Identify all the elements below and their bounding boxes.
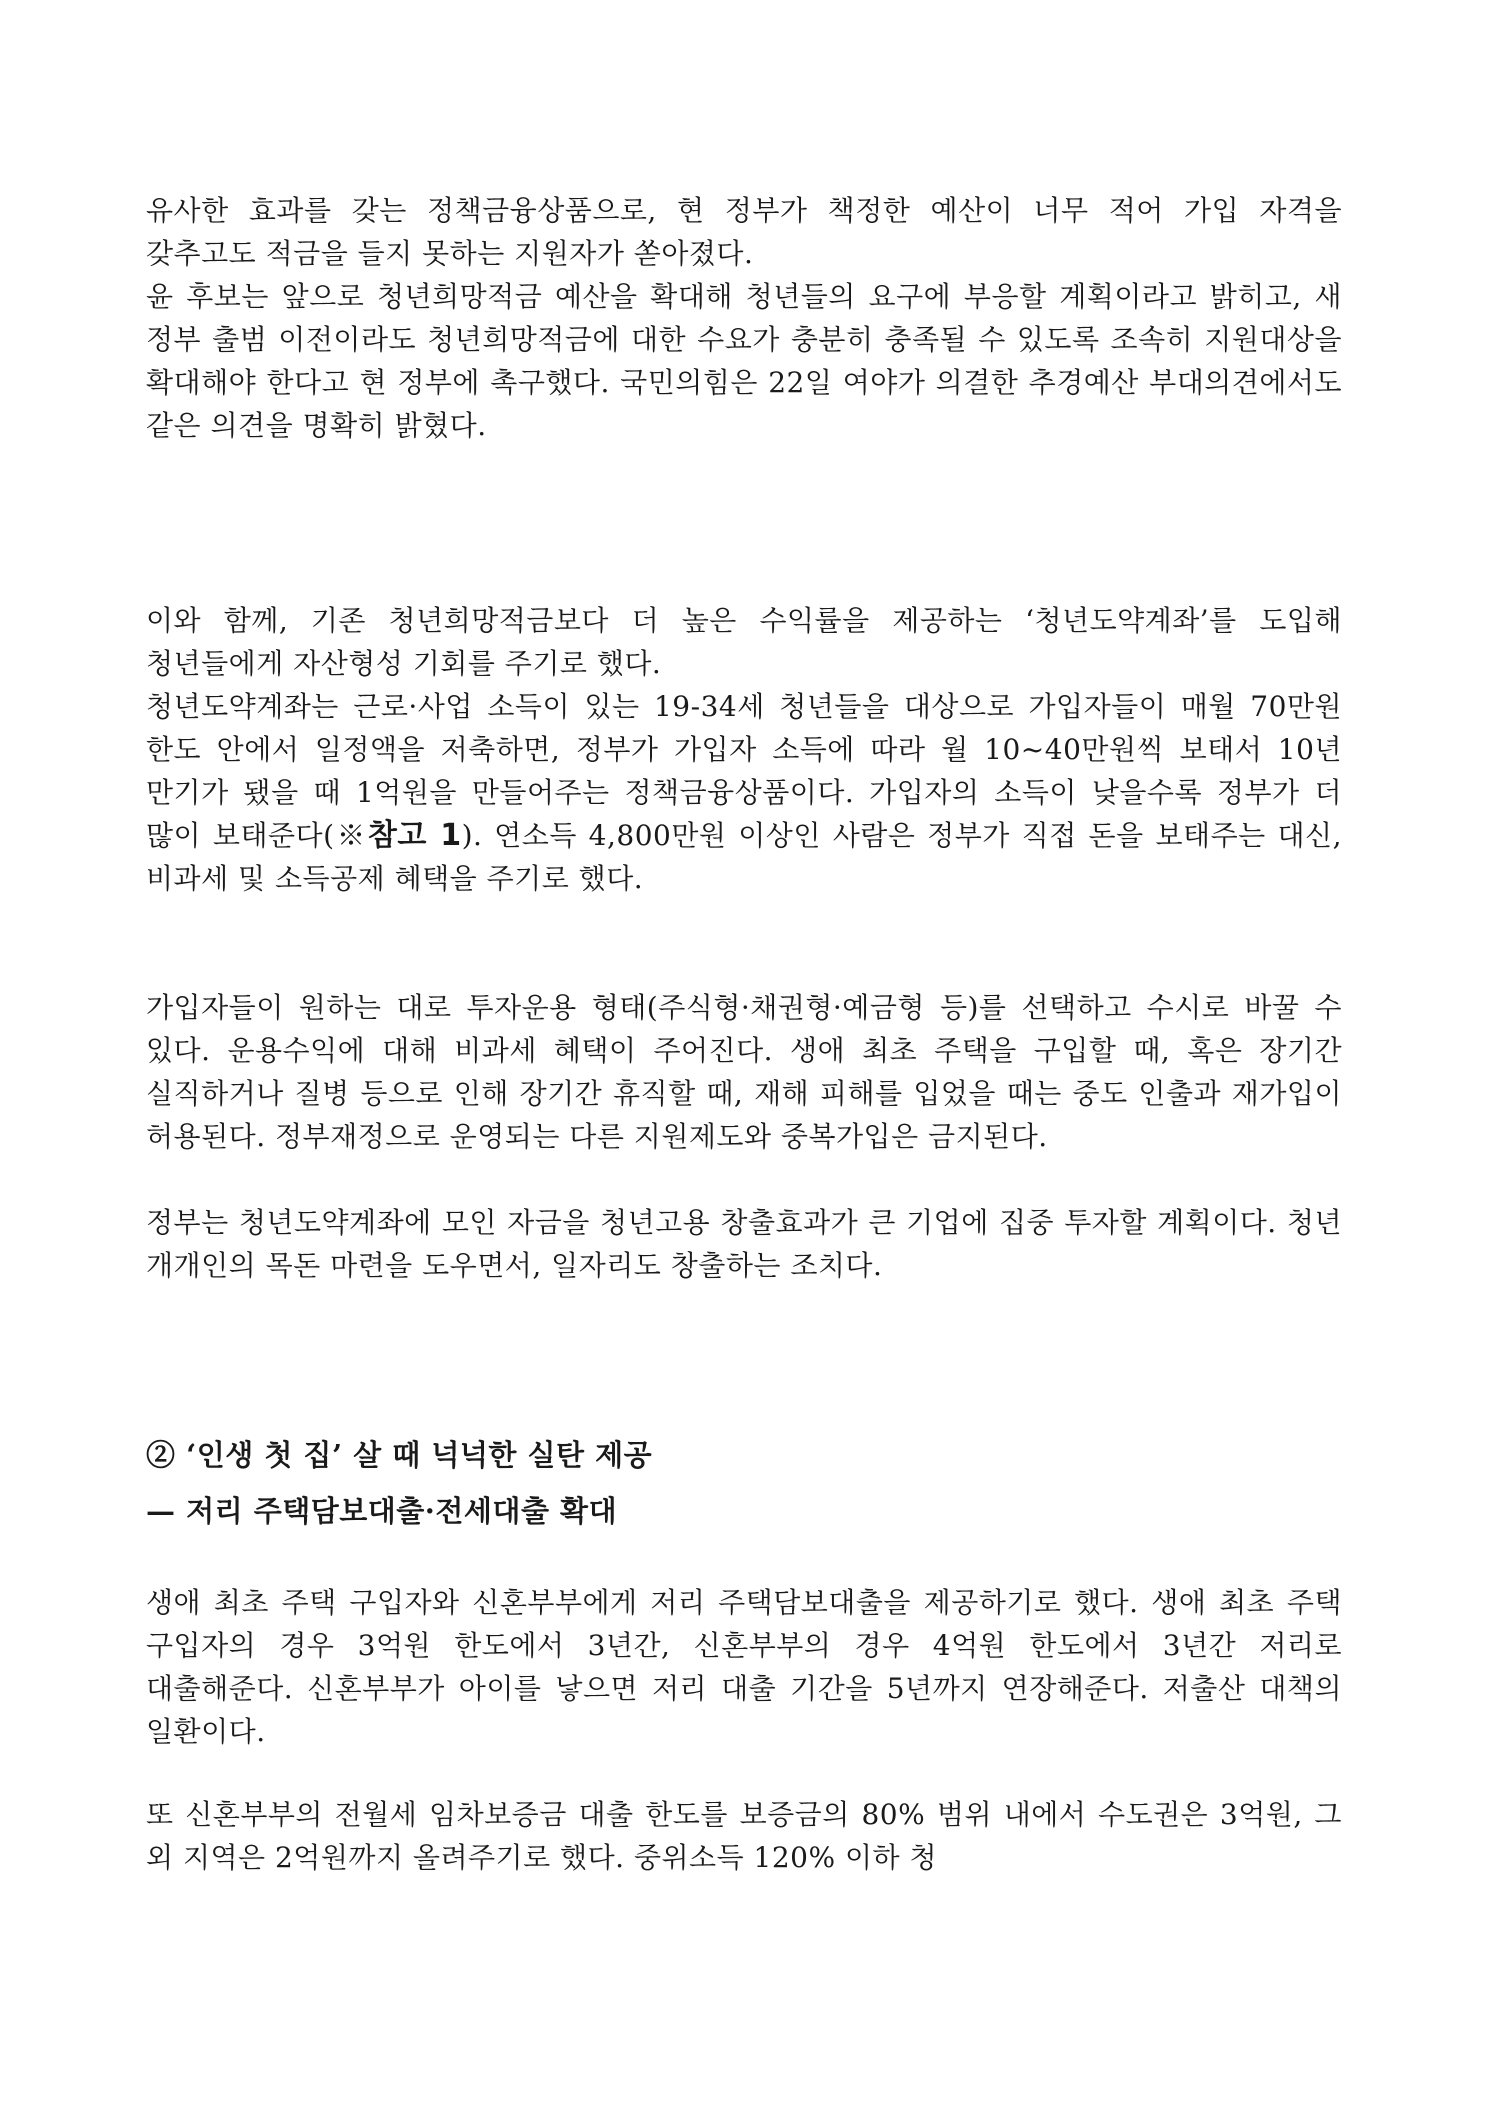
paragraph-account-intro: 이와 함께, 기존 청년희망적금보다 더 높은 수익률을 제공하는 ‘청년도약계좌’를 도입해 청년들에게 자산형성 기회를 주기로 했다.: [146, 604, 1342, 680]
paragraph-candidate-plan: 윤 후보는 앞으로 청년희망적금 예산을 확대해 청년들의 요구에 부응할 계획이라고 밝히고, 새 정부 출범 이전이라도 청년희망적금에 대한 수요가 충분히 충족될 수 있도록 조속히 지원대상을 확대해야 한다고 현 정부에 촉구했다. 국민의힘은 22일 여야가 의결한 추경예산 부대의견에서도 같은 의견을 명확히 밝혔다.: [146, 280, 1342, 442]
account-detail-text: 청년도약계좌는 근로·사업 소득이 있는 19-34세 청년들을 대상으로 가입자들이 매월 70만원 한도 안에서 일정액을 저축하면, 정부가 가입자 소득에 따라 월 10~40만원씩 보태서 10년 만기가 됐을 때 1억원을 만들어주는 정책금융상품이다. 가입자의 소득이 낮을수록 정부가 더 많이 보태준다(※: [146, 690, 1342, 852]
paragraph-mortgage: 생애 최초 주택 구입자와 신혼부부에게 저리 주택담보대출을 제공하기로 했다. 생애 최초 주택 구입자의 경우 3억원 한도에서 3년간, 신혼부부의 경우 4억원 한도에서 3년간 저리로 대출해준다. 신혼부부가 아이를 낳으면 저리 대출 기간을 5년까지 연장해준다. 저출산 대책의 일환이다.: [146, 1586, 1342, 1748]
paragraph-policy-product: 유사한 효과를 갖는 정책금융상품으로, 현 정부가 책정한 예산이 너무 적어 가입 자격을 갖추고도 적금을 들지 못하는 지원자가 쏟아졌다.: [146, 194, 1342, 270]
paragraph-deposit-loan: 또 신혼부부의 전월세 임차보증금 대출 한도를 보증금의 80% 범위 내에서 수도권은 3억원, 그 외 지역은 2억원까지 올려주기로 했다. 중위소득 120% 이하 청: [146, 1798, 1342, 1874]
section-subheading: — 저리 주택담보대출·전세대출 확대: [146, 1494, 618, 1528]
reference-note: 참고 1: [367, 818, 462, 853]
paragraph-account-detail: [146, 685, 1342, 900]
section-heading: ② ‘인생 첫 집’ 살 때 넉넉한 실탄 제공: [146, 1438, 653, 1472]
paragraph-government-plan: 정부는 청년도약계좌에 모인 자금을 청년고용 창출효과가 큰 기업에 집중 투자할 계획이다. 청년 개개인의 목돈 마련을 도우면서, 일자리도 창출하는 조치다.: [146, 1206, 1342, 1282]
paragraph-investment: 가입자들이 원하는 대로 투자운용 형태(주식형·채권형·예금형 등)를 선택하고 수시로 바꿀 수 있다. 운용수익에 대해 비과세 혜택이 주어진다. 생애 최초 주택을 구입할 때, 혹은 장기간 실직하거나 질병 등으로 인해 장기간 휴직할 때, 재해 피해를 입었을 때는 중도 인출과 재가입이 허용된다. 정부재정으로 운영되는 다른 지원제도와 중복가입은 금지된다.: [146, 991, 1342, 1153]
account-detail-text-cont: ). 연소득 4,800만원 이상인 사람은 정부가 직접 돈을 보태주는 대신, 비과세 및 소득공제 혜택을 주기로 했다.: [146, 819, 1342, 895]
